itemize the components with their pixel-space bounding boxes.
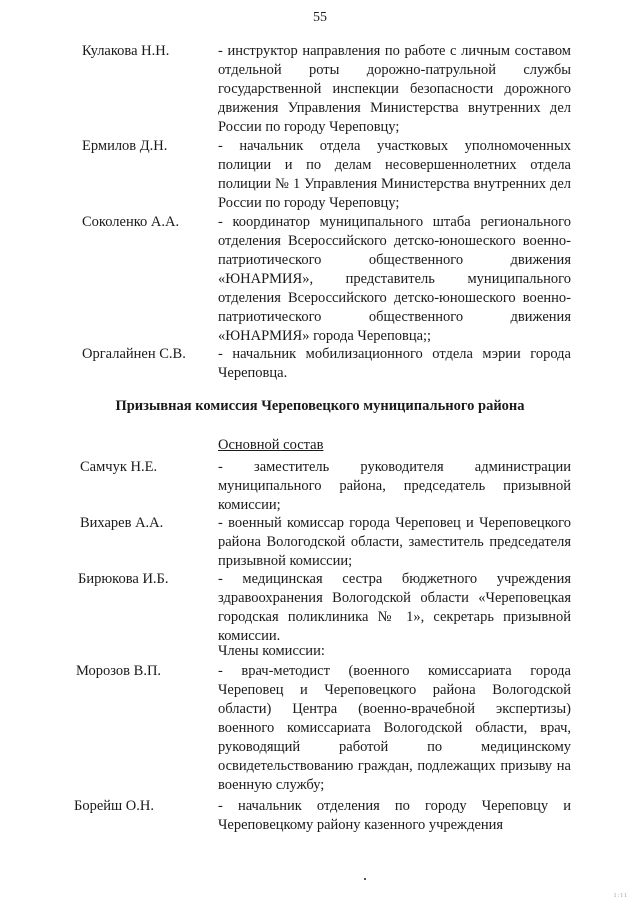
person-name: Борейш О.Н. — [74, 798, 155, 814]
person-description: - начальник отделения по городу Череповцу и Череповецкому району казенного учреждения — [218, 798, 571, 833]
main-composition-label: Основной состав — [218, 437, 324, 453]
person-name: Самчук Н.Е. — [80, 459, 158, 475]
person-description: - военный комиссар города Череповец и Череповецкого района Вологодской области, заместитель председателя призывной комиссии; — [218, 515, 571, 569]
person-description: - координатор муниципального штаба регионального отделения Всероссийского детско-юношеского военно-патриотического общественного движения «ЮНАРМИЯ», представитель муниципального отделения Всероссийского детско-юношеского военно-патриотического общественного движения «ЮНАРМИЯ» города Череповца;; — [218, 214, 571, 344]
person-name: Бирюкова И.Б. — [78, 571, 169, 587]
person-name: Кулакова Н.Н. — [82, 43, 170, 59]
person-description: - заместитель руководителя администрации муниципального района, председатель призывной комиссии; — [218, 459, 571, 513]
person-description: - врач-методист (военного комиссариата города Череповец и Череповецкого района Вологодской области) Центра (военно-врачебной экспертизы) военного комиссариата Вологодской области, врач, руководящий работой по медицинскому освидетельствованию граждан, подлежащих призыву на военную службу; — [218, 663, 571, 793]
scan-dot — [364, 878, 366, 880]
person-name: Вихарев А.А. — [80, 515, 164, 531]
person-description: - начальник отдела участковых уполномоченных полиции и по делам несовершеннолетних отдела полиции № 1 Управления Министерства внутренних дел России по городу Череповцу; — [218, 138, 571, 211]
page-number: 55 — [313, 10, 327, 25]
members-label: Члены комиссии: — [218, 643, 325, 659]
person-description: - инструктор направления по работе с личным составом отдельной роты дорожно-патрульной службы государственной инспекции безопасности дорожного движения Управления Министерства внутренних дел России по городу Череповцу; — [218, 43, 571, 135]
person-name: Соколенко А.А. — [82, 214, 180, 230]
person-name: Оргалайнен С.В. — [82, 346, 186, 362]
person-name: Ермилов Д.Н. — [82, 138, 168, 154]
person-description: - медицинская сестра бюджетного учреждения здравоохранения Вологодской области «Череповецкая городская поликлиника № 1», секретарь призывной комиссии. — [218, 571, 571, 644]
section-title: Призывная комиссия Череповецкого муниципального района — [115, 398, 525, 414]
person-name: Морозов В.П. — [76, 663, 162, 679]
person-description: - начальник мобилизационного отдела мэрии города Череповца. — [218, 346, 571, 381]
footer-mark: 1:11 — [613, 893, 628, 899]
